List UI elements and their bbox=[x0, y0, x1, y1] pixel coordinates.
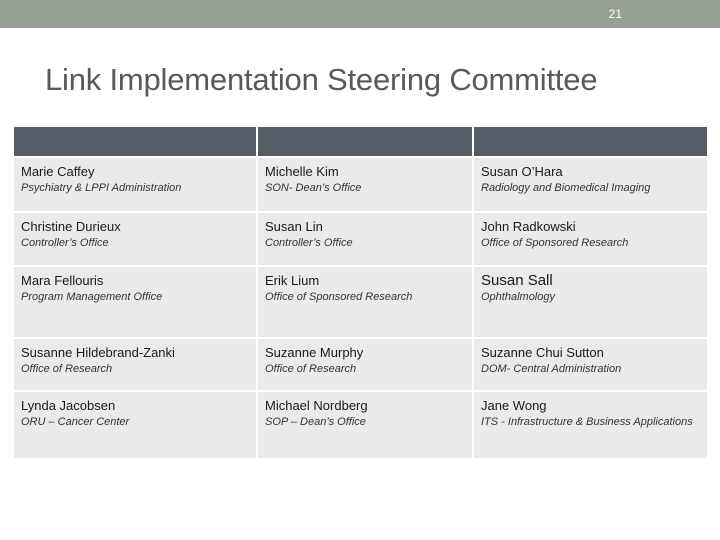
table-cell bbox=[257, 266, 473, 338]
page-number: 21 bbox=[608, 7, 622, 21]
table-row bbox=[13, 266, 708, 338]
table-cell bbox=[257, 157, 473, 212]
table-cell bbox=[473, 212, 708, 266]
member-name: John Radkowski bbox=[481, 219, 576, 234]
table-cell bbox=[473, 157, 708, 212]
table-cell bbox=[13, 157, 257, 212]
committee-table bbox=[12, 125, 709, 460]
table-cell bbox=[257, 391, 473, 459]
table-cell bbox=[13, 212, 257, 266]
member-name: Suzanne Murphy bbox=[265, 345, 364, 360]
table-row bbox=[13, 212, 708, 266]
table-header-cell bbox=[473, 126, 708, 157]
member-office: Office of Sponsored Research bbox=[265, 291, 413, 303]
table-header-cell bbox=[13, 126, 257, 157]
member-office: Office of Research bbox=[21, 363, 113, 375]
member-name: Jane Wong bbox=[481, 398, 547, 413]
member-name: Mara Fellouris bbox=[21, 273, 104, 288]
member-office: Controller’s Office bbox=[21, 237, 109, 249]
member-name: Lynda Jacobsen bbox=[21, 398, 116, 413]
member-office: SON- Dean’s Office bbox=[265, 182, 362, 194]
table-cell bbox=[473, 266, 708, 338]
table-cell bbox=[473, 391, 708, 459]
table-cell bbox=[13, 391, 257, 459]
table-row bbox=[13, 391, 708, 459]
table-cell bbox=[257, 212, 473, 266]
member-office: SOP – Dean’s Office bbox=[265, 416, 366, 428]
member-name: Susan O’Hara bbox=[481, 164, 563, 179]
table-cell bbox=[257, 338, 473, 391]
member-office: Ophthalmology bbox=[481, 291, 555, 303]
member-office: Controller’s Office bbox=[265, 237, 353, 249]
member-name: Erik Lium bbox=[265, 273, 320, 288]
member-office: Office of Sponsored Research bbox=[481, 237, 629, 249]
member-office: ORU – Cancer Center bbox=[21, 416, 130, 428]
table-header-row bbox=[13, 126, 708, 157]
member-name: Susan Sall bbox=[481, 272, 553, 289]
member-name: Christine Durieux bbox=[21, 219, 121, 234]
member-office: ITS - Infrastructure & Business Applications bbox=[481, 416, 693, 428]
table-cell bbox=[13, 338, 257, 391]
member-name: Susan Lin bbox=[265, 219, 323, 234]
member-name: Marie Caffey bbox=[21, 164, 95, 179]
member-name: Susanne Hildebrand-Zanki bbox=[21, 345, 175, 360]
member-name: Michael Nordberg bbox=[265, 398, 368, 413]
member-office: Psychiatry & LPPI Administration bbox=[21, 182, 182, 194]
member-office: Office of Research bbox=[265, 363, 357, 375]
table-cell bbox=[13, 266, 257, 338]
table-header-cell bbox=[257, 126, 473, 157]
member-office: Program Management Office bbox=[21, 291, 163, 303]
table-cell bbox=[473, 338, 708, 391]
page-title: Link Implementation Steering Committee bbox=[45, 62, 598, 97]
member-name: Michelle Kim bbox=[265, 164, 339, 179]
top-bar bbox=[0, 0, 720, 28]
member-office: DOM- Central Administration bbox=[481, 363, 622, 375]
member-office: Radiology and Biomedical Imaging bbox=[481, 182, 651, 194]
member-name: Suzanne Chui Sutton bbox=[481, 345, 604, 360]
table-row bbox=[13, 157, 708, 212]
table-row bbox=[13, 338, 708, 391]
